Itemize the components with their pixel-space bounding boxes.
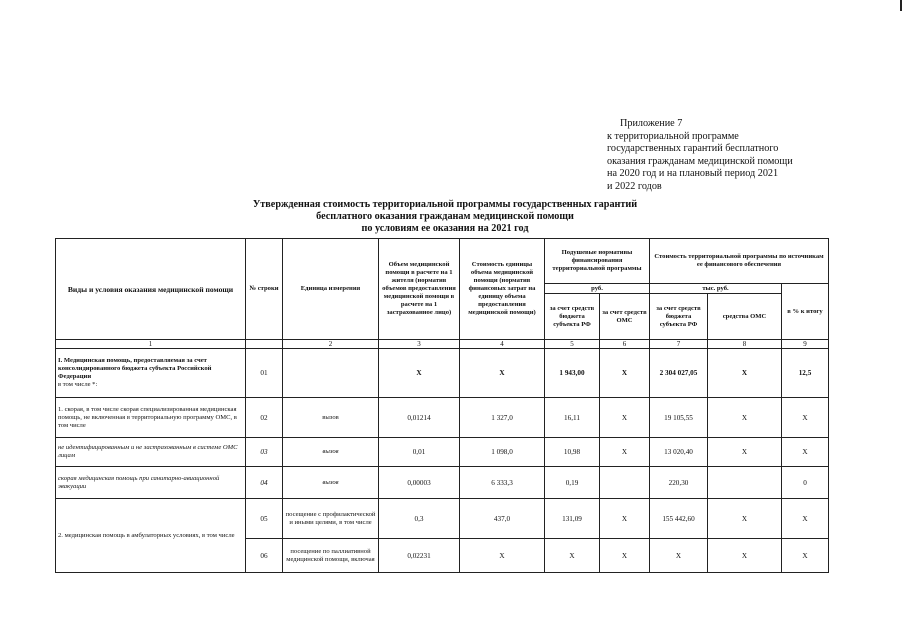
row-budget-total: 13 020,40: [650, 438, 708, 467]
title-line: Утвержденная стоимость территориальной программы государственных гарантий: [252, 199, 638, 210]
row-cost: X: [460, 349, 545, 398]
row-percent: X: [782, 499, 829, 539]
header-unit-cost: Стоимость единицы объема медицинской помощи (норматив финансовых затрат на единицу объема предоставления медицинской помощи): [460, 239, 545, 340]
appendix-line: к территориальной программе: [607, 130, 739, 142]
row-name: скорая медицинская помощь при санитарно-авиационной эвакуации: [56, 467, 246, 499]
table-row: [56, 438, 829, 467]
row-name-cell: [56, 349, 246, 398]
row-budget: 16,11: [545, 398, 600, 438]
row-cost: 1 327,0: [460, 398, 545, 438]
appendix-note: [607, 118, 793, 194]
header-row-number: № строки: [246, 239, 283, 340]
column-number-row: [56, 340, 829, 349]
row-name: I. Медицинская помощь, предоставляемая за счет консолидированного бюджета субъекта Российской Федерации: [58, 357, 212, 380]
row-cost: 1 098,0: [460, 438, 545, 467]
document-title: [230, 199, 660, 235]
row-number: 06: [246, 539, 283, 573]
row-percent: 0: [782, 467, 829, 499]
row-oms-total: [708, 467, 782, 499]
row-volume: 0,01214: [379, 398, 460, 438]
row-percent: X: [782, 539, 829, 573]
row-volume: 0,3: [379, 499, 460, 539]
row-number: 01: [246, 349, 283, 398]
row-budget-total: X: [650, 539, 708, 573]
page-edge-mark: [900, 0, 902, 11]
row-volume: 0,00003: [379, 467, 460, 499]
header-program-cost: Стоимость территориальной программы по источникам ее финансового обеспечения: [650, 239, 829, 284]
appendix-line: и 2022 годов: [607, 180, 662, 192]
column-number: 2: [283, 340, 379, 349]
header-per-capita: Подушевые нормативы финансирования территориальной программы: [545, 239, 650, 284]
row-oms: [600, 467, 650, 499]
row-unit: [283, 349, 379, 398]
row-number: 04: [246, 467, 283, 499]
row-budget-total: 19 105,55: [650, 398, 708, 438]
header-budget-rf: за счет средств бюджета субъекта РФ: [545, 294, 600, 340]
column-number: 8: [708, 340, 782, 349]
column-number: 3: [379, 340, 460, 349]
row-budget: 1 943,00: [545, 349, 600, 398]
header-unit: Единица измерения: [283, 239, 379, 340]
row-unit: вызов: [283, 467, 379, 499]
title-line: по условиям ее оказания на 2021 год: [361, 223, 529, 234]
row-volume: 0,02231: [379, 539, 460, 573]
header-oms-total: средства ОМС: [708, 294, 782, 340]
column-number: [246, 340, 283, 349]
header-rub: руб.: [545, 284, 650, 294]
row-budget: 10,98: [545, 438, 600, 467]
header-thous-rub: тыс. руб.: [650, 284, 782, 294]
row-percent: X: [782, 438, 829, 467]
cost-table: [55, 238, 829, 573]
row-oms-total: X: [708, 539, 782, 573]
ambulatory-label: 2. медицинская помощь в амбулаторных условиях, в том числе: [56, 499, 246, 573]
row-cost: 6 333,3: [460, 467, 545, 499]
header-volume: Объем медицинской помощи в расчете на 1 жителя (норматив объемов предоставления медицинской помощи в расчете на 1 застрахованное лицо): [379, 239, 460, 340]
table-row: [56, 398, 829, 438]
row-oms-total: X: [708, 499, 782, 539]
column-number: 5: [545, 340, 600, 349]
row-unit: посещение с профилактической и иными целями, в том числе: [283, 499, 379, 539]
row-cost: X: [460, 539, 545, 573]
row-number: 02: [246, 398, 283, 438]
appendix-line: государственных гарантий бесплатного: [607, 143, 779, 155]
table-row: [56, 349, 829, 398]
row-percent: 12,5: [782, 349, 829, 398]
row-unit: вызов: [283, 438, 379, 467]
row-budget-total: 155 442,60: [650, 499, 708, 539]
row-oms: X: [600, 349, 650, 398]
row-budget: 0,19: [545, 467, 600, 499]
appendix-line: Приложение 7: [620, 118, 683, 129]
row-number: 03: [246, 438, 283, 467]
row-cost: 437,0: [460, 499, 545, 539]
row-percent: X: [782, 398, 829, 438]
row-oms: X: [600, 539, 650, 573]
appendix-line: оказания гражданам медицинской помощи: [607, 155, 793, 167]
appendix-line: на 2020 год и на плановый период 2021: [607, 168, 779, 180]
row-budget-total: 2 304 027,05: [650, 349, 708, 398]
row-name: не идентифицированным и не застрахованным в системе ОМС лицам: [56, 438, 246, 467]
row-budget-total: 220,30: [650, 467, 708, 499]
column-number: 9: [782, 340, 829, 349]
header-oms: за счет средств ОМС: [600, 294, 650, 340]
column-number: 7: [650, 340, 708, 349]
header-types: Виды и условия оказания медицинской помощи: [56, 239, 246, 340]
column-number: 6: [600, 340, 650, 349]
row-budget: X: [545, 539, 600, 573]
title-line: бесплатного оказания гражданам медицинской помощи: [316, 211, 574, 222]
row-number: 05: [246, 499, 283, 539]
row-budget: 131,09: [545, 499, 600, 539]
row-oms: X: [600, 499, 650, 539]
row-oms: X: [600, 438, 650, 467]
row-name: 1. скорая, в том числе скорая специализированная медицинская помощь, не включенная в территориальную программу ОМС, в том числе: [56, 398, 246, 438]
row-note: в том числе *:: [58, 381, 98, 388]
row-unit: вызов: [283, 398, 379, 438]
row-oms-total: X: [708, 438, 782, 467]
row-volume: 0,01: [379, 438, 460, 467]
table-row: [56, 499, 829, 539]
row-oms-total: X: [708, 398, 782, 438]
header-percent: в % к итогу: [782, 284, 829, 340]
row-oms: X: [600, 398, 650, 438]
row-oms-total: X: [708, 349, 782, 398]
row-unit: посещение по паллиативной медицинской помощи, включая: [283, 539, 379, 573]
header-row: [56, 239, 829, 284]
table-row: [56, 467, 829, 499]
column-number: 4: [460, 340, 545, 349]
column-number: 1: [56, 340, 246, 349]
row-volume: X: [379, 349, 460, 398]
header-budget-rf-total: за счет средств бюджета субъекта РФ: [650, 294, 708, 340]
